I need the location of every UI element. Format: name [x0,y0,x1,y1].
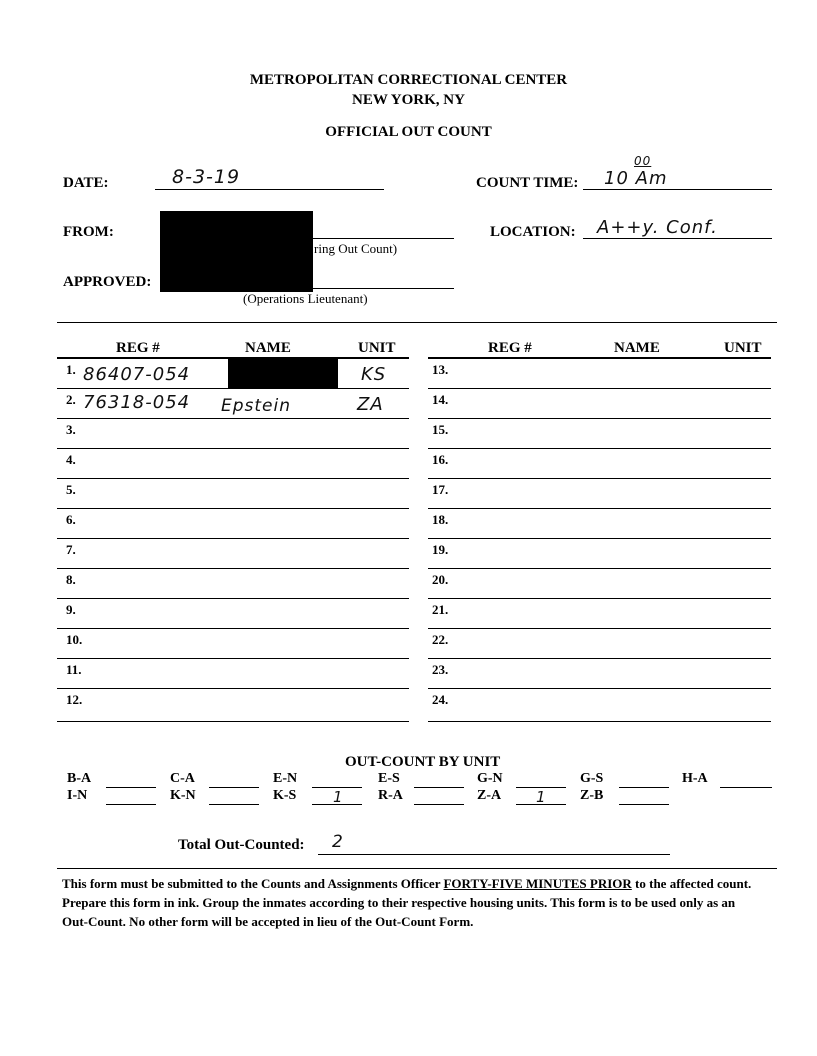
row-line [428,721,771,722]
unit-label: H-A [682,771,708,786]
unit-label: E-N [273,771,298,786]
row-number: 6. [66,512,76,527]
unit-label: I-N [67,788,88,803]
unit-label: R-A [378,788,403,803]
row-line [428,598,771,599]
row-line [428,628,771,629]
table-row [57,478,409,508]
table-row [57,448,409,478]
count-time-superscript: 00 [634,154,652,168]
table-row [428,568,771,598]
unit-label: K-S [273,788,297,803]
table-row [428,598,771,628]
row-line [57,508,409,509]
right-header-reg: REG # [488,340,532,356]
total-value: 2 [332,832,344,852]
unit-count-value: 1 [333,788,344,806]
row-number: 15. [432,422,449,437]
submission-note [62,874,777,931]
row-line [57,388,409,389]
redaction-block [160,211,313,292]
row-line [428,658,771,659]
row-number: 11. [66,662,82,677]
row-number: 10. [66,632,83,647]
row-number: 24. [432,692,449,707]
unit-blank [619,787,669,788]
table-row [57,568,409,598]
row-line [57,448,409,449]
row-line [428,448,771,449]
table-row [57,358,409,388]
row-line [428,688,771,689]
unit-label: C-A [170,771,195,786]
unit-label: B-A [67,771,92,786]
row-line [57,598,409,599]
form-title: OFFICIAL OUT COUNT [325,124,492,140]
row-number: 2. [66,392,76,407]
row-number: 9. [66,602,76,617]
unit-blank [106,804,156,805]
row-line [57,658,409,659]
row-unit: ZA [357,394,384,415]
unit-blank [414,804,464,805]
institution-title: METROPOLITAN CORRECTIONAL CENTER [249,72,568,88]
row-unit: KS [361,364,387,385]
row-line [57,721,409,722]
date-value: 8-3-19 [172,166,241,188]
unit-blank [414,787,464,788]
row-reg: 86407-054 [83,364,191,385]
row-number: 3. [66,422,76,437]
table-row [57,688,409,718]
unit-blank [209,787,259,788]
row-line [428,508,771,509]
count-time-value: 10 Am [604,168,668,189]
row-line [57,478,409,479]
unit-label: K-N [170,788,196,803]
unit-blank [312,804,362,805]
date-line [155,189,384,190]
table-row [428,388,771,418]
unit-label: G-S [580,771,604,786]
table-row [428,448,771,478]
unit-label: E-S [378,771,400,786]
row-number: 5. [66,482,76,497]
unit-blank [209,804,259,805]
row-number: 21. [432,602,449,617]
location-line [583,238,772,239]
note-line-3: Out-Count. No other form will be accepted in lieu of the Out-Count Form. [62,914,474,929]
row-number: 17. [432,482,449,497]
note-text: to the affected count. [631,876,752,891]
table-row [428,478,771,508]
note-line-1 [62,874,777,893]
row-line [428,418,771,419]
table-row [57,658,409,688]
count-time-label: COUNT TIME: [476,175,579,191]
row-number: 7. [66,542,76,557]
row-line [428,538,771,539]
left-header-name: NAME [245,340,291,356]
row-line [57,688,409,689]
right-header-unit: UNIT [724,340,762,356]
location-label: LOCATION: [490,224,576,240]
table-row [57,418,409,448]
left-header-reg: REG # [116,340,160,356]
institution-city: NEW YORK, NY [352,92,465,108]
note-emphasis: FORTY-FIVE MINUTES PRIOR [443,876,632,891]
row-line [57,418,409,419]
name-redaction [228,358,338,388]
row-number: 19. [432,542,449,557]
table-row [57,388,409,418]
table-row [428,688,771,718]
row-number: 22. [432,632,449,647]
right-header-name: NAME [614,340,660,356]
unit-count-value: 1 [536,788,547,806]
table-row [428,658,771,688]
total-line [318,854,670,855]
row-number: 18. [432,512,449,527]
table-row [428,358,771,388]
note-text: This form must be submitted to the Counts and Assignments Officer [62,876,444,891]
out-count-title: OUT-COUNT BY UNIT [345,754,501,770]
note-line-2: Prepare this form in ink. Group the inmates according to their respective housing units. This form is to be used only as an [62,895,736,910]
footer-divider [57,868,777,869]
row-line [428,568,771,569]
table-row [57,538,409,568]
location-value: A++y. Conf. [597,217,718,238]
row-line [428,478,771,479]
row-number: 20. [432,572,449,587]
table-row [57,628,409,658]
from-line [313,238,454,239]
approved-label: APPROVED: [63,274,152,290]
from-label: FROM: [63,224,114,240]
table-row [57,508,409,538]
row-line [57,628,409,629]
unit-blank [106,787,156,788]
row-number: 14. [432,392,449,407]
table-row [428,508,771,538]
date-label: DATE: [63,175,109,191]
total-label: Total Out-Counted: [178,837,305,853]
unit-blank [619,804,669,805]
table-row [428,418,771,448]
unit-label: G-N [477,771,503,786]
section-divider [57,322,777,323]
approved-caption: (Operations Lieutenant) [243,291,368,306]
row-number: 4. [66,452,76,467]
unit-blank [516,804,566,805]
table-row [428,538,771,568]
table-row [428,628,771,658]
unit-blank [720,787,772,788]
unit-label: Z-A [477,788,502,803]
from-caption: ring Out Count) [314,241,398,256]
row-number: 12. [66,692,83,707]
row-number: 8. [66,572,76,587]
unit-label: Z-B [580,788,604,803]
row-line [57,568,409,569]
row-number: 23. [432,662,449,677]
row-line [57,538,409,539]
approved-line [313,288,454,289]
left-header-unit: UNIT [358,340,396,356]
row-number: 1. [66,362,76,377]
table-row [57,598,409,628]
row-number: 16. [432,452,449,467]
row-reg: 76318-054 [83,392,191,413]
row-line [428,388,771,389]
count-time-line [583,189,772,190]
row-number: 13. [432,362,449,377]
row-name: Epstein [221,396,292,416]
